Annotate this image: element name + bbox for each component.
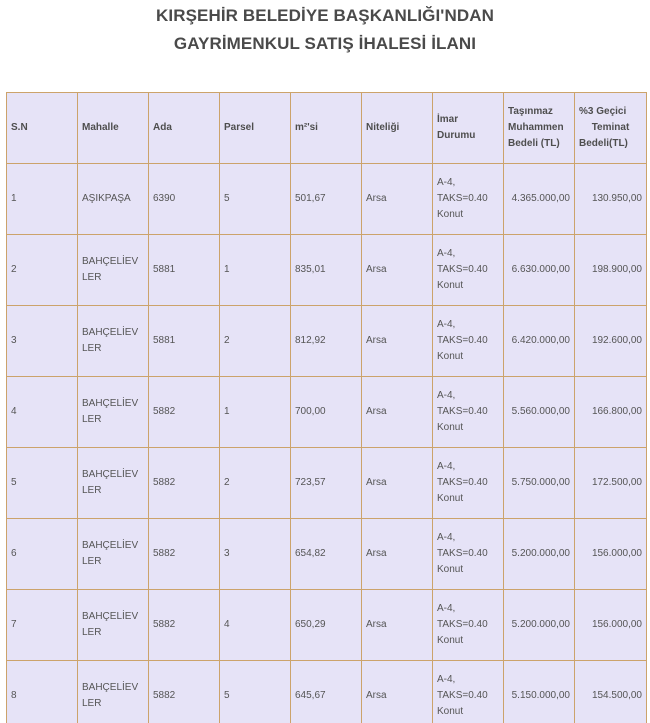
table-row: [7, 377, 647, 448]
title-line-2: GAYRİMENKUL SATIŞ İHALESİ İLANI: [173, 34, 477, 53]
cell-mahalle-line1: BAHÇELİEV: [82, 611, 139, 622]
cell-sn: 6: [7, 519, 78, 590]
cell-imar: [433, 377, 504, 448]
cell-bedel: 6.420.000,00: [504, 306, 575, 377]
cell-parsel: 2: [220, 306, 291, 377]
table-row: [7, 235, 647, 306]
auction-table-container: [6, 92, 646, 723]
header-imar-line1: İmar: [437, 114, 459, 125]
cell-m2: 654,82: [291, 519, 362, 590]
cell-mahalle: [78, 377, 149, 448]
cell-m2: 645,67: [291, 661, 362, 723]
cell-niteligi: Arsa: [362, 235, 433, 306]
cell-mahalle-line1: BAHÇELİEV: [82, 469, 139, 480]
cell-parsel: 4: [220, 590, 291, 661]
cell-bedel: 6.630.000,00: [504, 235, 575, 306]
cell-mahalle: [78, 448, 149, 519]
cell-m2: 723,57: [291, 448, 362, 519]
header-bedel-line2: Muhammen: [508, 122, 564, 133]
cell-imar-line3: Konut: [437, 493, 464, 504]
cell-mahalle-line2: LER: [82, 698, 102, 709]
cell-teminat: 154.500,00: [575, 661, 647, 723]
cell-bedel: 5.150.000,00: [504, 661, 575, 723]
cell-sn: 3: [7, 306, 78, 377]
header-bedel: [504, 93, 575, 164]
cell-mahalle: [78, 519, 149, 590]
auction-table: [6, 92, 647, 723]
cell-imar-line2: TAKS=0.40: [437, 264, 488, 275]
header-teminat-line2: Teminat: [591, 122, 630, 133]
cell-imar-line1: A-4,: [437, 603, 456, 614]
cell-imar-line2: TAKS=0.40: [437, 619, 488, 630]
cell-parsel: 5: [220, 164, 291, 235]
header-bedel-line3: Bedeli (TL): [508, 138, 560, 149]
header-teminat: [575, 93, 647, 164]
cell-imar-line1: A-4,: [437, 674, 456, 685]
cell-mahalle-line2: LER: [82, 272, 102, 283]
cell-ada: 5882: [149, 661, 220, 723]
cell-sn: 7: [7, 590, 78, 661]
cell-teminat: 130.950,00: [575, 164, 647, 235]
header-niteligi: Niteliği: [362, 93, 433, 164]
cell-sn: 8: [7, 661, 78, 723]
cell-parsel: 1: [220, 235, 291, 306]
cell-mahalle-line1: BAHÇELİEV: [82, 327, 139, 338]
cell-m2: 812,92: [291, 306, 362, 377]
cell-mahalle-line2: LER: [82, 627, 102, 638]
cell-imar-line3: Konut: [437, 635, 464, 646]
cell-parsel: 2: [220, 448, 291, 519]
cell-mahalle-line1: BAHÇELİEV: [82, 540, 139, 551]
cell-imar-line1: A-4,: [437, 390, 456, 401]
cell-sn: 4: [7, 377, 78, 448]
cell-imar-line1: A-4,: [437, 532, 456, 543]
cell-bedel: 5.200.000,00: [504, 590, 575, 661]
header-sn: S.N: [7, 93, 78, 164]
cell-imar: [433, 448, 504, 519]
cell-ada: 5882: [149, 590, 220, 661]
cell-niteligi: Arsa: [362, 519, 433, 590]
cell-imar-line1: A-4,: [437, 248, 456, 259]
cell-imar-line2: TAKS=0.40: [437, 477, 488, 488]
cell-niteligi: Arsa: [362, 377, 433, 448]
cell-ada: 5882: [149, 519, 220, 590]
cell-m2: 650,29: [291, 590, 362, 661]
table-row: [7, 519, 647, 590]
cell-imar: [433, 306, 504, 377]
cell-mahalle-line1: BAHÇELİEV: [82, 256, 139, 267]
cell-mahalle: [78, 306, 149, 377]
table-header-row: [7, 93, 647, 164]
header-parsel: Parsel: [220, 93, 291, 164]
cell-imar-line2: TAKS=0.40: [437, 193, 488, 204]
header-mahalle: Mahalle: [78, 93, 149, 164]
header-ada: Ada: [149, 93, 220, 164]
cell-bedel: 5.750.000,00: [504, 448, 575, 519]
table-row: [7, 306, 647, 377]
cell-parsel: 1: [220, 377, 291, 448]
header-m2: m²'si: [291, 93, 362, 164]
cell-mahalle: [78, 235, 149, 306]
cell-imar-line3: Konut: [437, 564, 464, 575]
cell-imar-line2: TAKS=0.40: [437, 548, 488, 559]
header-teminat-line3: Bedeli(TL): [579, 138, 628, 149]
cell-imar-line2: TAKS=0.40: [437, 690, 488, 701]
cell-m2: 700,00: [291, 377, 362, 448]
table-row: [7, 448, 647, 519]
cell-niteligi: Arsa: [362, 306, 433, 377]
cell-parsel: 3: [220, 519, 291, 590]
cell-imar-line3: Konut: [437, 209, 464, 220]
cell-imar: [433, 164, 504, 235]
cell-m2: 835,01: [291, 235, 362, 306]
cell-ada: 5882: [149, 448, 220, 519]
cell-bedel: 5.200.000,00: [504, 519, 575, 590]
cell-imar: [433, 519, 504, 590]
cell-niteligi: Arsa: [362, 448, 433, 519]
table-row: [7, 164, 647, 235]
cell-mahalle-line1: BAHÇELİEV: [82, 682, 139, 693]
table-row: [7, 661, 647, 723]
cell-mahalle-line2: LER: [82, 414, 102, 425]
cell-imar-line1: A-4,: [437, 461, 456, 472]
cell-m2: 501,67: [291, 164, 362, 235]
cell-imar-line3: Konut: [437, 422, 464, 433]
page-title: [0, 2, 650, 58]
cell-teminat: 166.800,00: [575, 377, 647, 448]
cell-imar-line3: Konut: [437, 706, 464, 717]
cell-mahalle: [78, 661, 149, 723]
cell-imar-line2: TAKS=0.40: [437, 406, 488, 417]
cell-niteligi: Arsa: [362, 590, 433, 661]
cell-imar-line2: TAKS=0.40: [437, 335, 488, 346]
cell-mahalle-line2: LER: [82, 485, 102, 496]
cell-imar: [433, 235, 504, 306]
cell-teminat: 192.600,00: [575, 306, 647, 377]
cell-mahalle: [78, 164, 149, 235]
cell-mahalle-line2: LER: [82, 556, 102, 567]
table-row: [7, 590, 647, 661]
cell-bedel: 4.365.000,00: [504, 164, 575, 235]
cell-niteligi: Arsa: [362, 164, 433, 235]
cell-sn: 1: [7, 164, 78, 235]
cell-imar: [433, 661, 504, 723]
cell-teminat: 156.000,00: [575, 519, 647, 590]
title-line-1: KIRŞEHİR BELEDİYE BAŞKANLIĞI'NDAN: [156, 6, 494, 25]
cell-mahalle: [78, 590, 149, 661]
header-imar-line2: Durumu: [437, 130, 476, 141]
cell-ada: 5881: [149, 306, 220, 377]
cell-parsel: 5: [220, 661, 291, 723]
cell-teminat: 172.500,00: [575, 448, 647, 519]
header-bedel-line1: Taşınmaz: [508, 106, 553, 117]
cell-ada: 6390: [149, 164, 220, 235]
cell-ada: 5882: [149, 377, 220, 448]
cell-ada: 5881: [149, 235, 220, 306]
cell-mahalle-line1: BAHÇELİEV: [82, 398, 139, 409]
cell-sn: 5: [7, 448, 78, 519]
cell-mahalle-line2: LER: [82, 343, 102, 354]
cell-niteligi: Arsa: [362, 661, 433, 723]
cell-mahalle-line1: AŞIKPAŞA: [82, 193, 131, 204]
cell-imar-line3: Konut: [437, 351, 464, 362]
cell-imar-line1: A-4,: [437, 177, 456, 188]
cell-bedel: 5.560.000,00: [504, 377, 575, 448]
cell-imar-line3: Konut: [437, 280, 464, 291]
cell-teminat: 198.900,00: [575, 235, 647, 306]
cell-imar: [433, 590, 504, 661]
cell-sn: 2: [7, 235, 78, 306]
header-teminat-line1: %3 Geçici: [579, 106, 627, 117]
header-imar: [433, 93, 504, 164]
cell-imar-line1: A-4,: [437, 319, 456, 330]
cell-teminat: 156.000,00: [575, 590, 647, 661]
